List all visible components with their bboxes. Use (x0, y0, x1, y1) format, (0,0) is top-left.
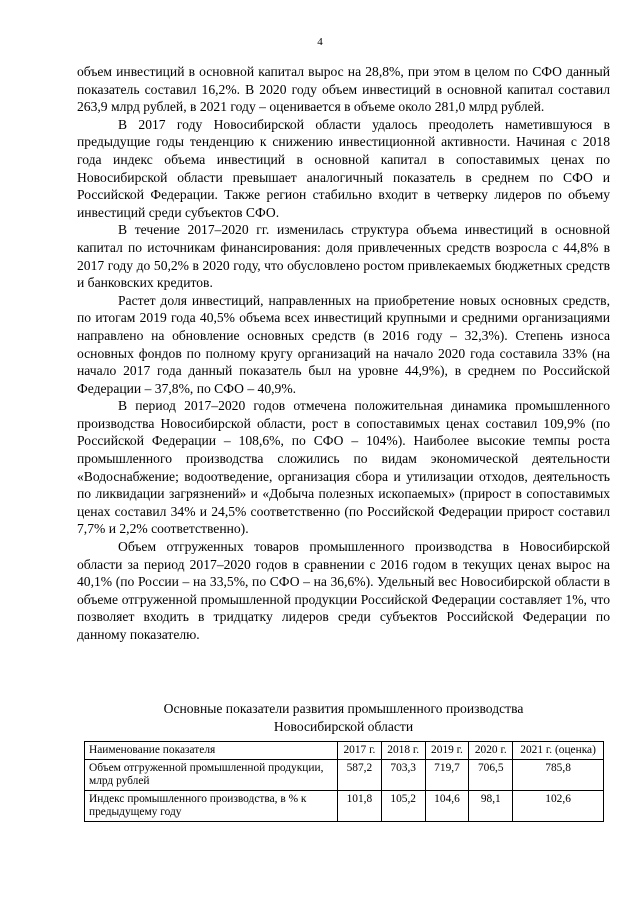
cell-value: 587,2 (338, 760, 382, 791)
table-row (85, 760, 604, 791)
header-2017: 2017 г. (338, 742, 382, 760)
header-2021-estimate: 2021 г. (оценка) (513, 742, 604, 760)
paragraph-investment-activity: В 2017 году Новосибирской области удалось преодолеть наметившуюся в предыдущие годы тенденцию к снижению инвестиционной активности. Начиная с 2018 года индекс объема инвестиций в основной капитал в сопоставимых ценах по Новосибирской области превышает аналогичный показатель в среднем по СФО и Российской Федерации. Также регион стабильно входит в четверку лидеров по объему инвестиций среди субъектов СФО. (77, 116, 610, 220)
cell-value: 706,5 (469, 760, 513, 791)
paragraph-fixed-assets: Растет доля инвестиций, направленных на приобретение новых основных средств, по итогам 2019 года 40,5% объема всех инвестиций крупными и средними организациями направлено на обновление основных средств (в 2016 году – 32,3%). Степень износа основных фондов по полному кругу организаций на начало 2020 года составила 33% (на начало 2017 года данный показатель был на уровне 44,9%), в среднем по Российской Федерации – 37,8%, по СФО – 40,9%. (77, 292, 610, 396)
cell-value: 104,6 (425, 791, 469, 822)
cell-value: 101,8 (338, 791, 382, 822)
page-number: 4 (317, 36, 323, 48)
table-title-line2: Новосибирской области (273, 718, 414, 734)
cell-value: 719,7 (425, 760, 469, 791)
row-label-production-index: Индекс промышленного производства, в % к предыдущему году (85, 791, 338, 822)
cell-value: 105,2 (381, 791, 425, 822)
header-2018: 2018 г. (381, 742, 425, 760)
cell-value: 98,1 (469, 791, 513, 822)
body-text (77, 63, 610, 644)
header-indicator-name: Наименование показателя (85, 742, 338, 760)
paragraph-industrial-dynamics: В период 2017–2020 годов отмечена положительная динамика промышленного производства Новосибирской области, рост в сопоставимых ценах составил 109,9% (по Российской Федерации – 108,6%, по СФО – 104%). Наиболее высокие темпы роста промышленного производства сложились по видам экономической деятельности «Водоснабжение; водоотведение, организация сбора и утилизации отходов, деятельность по ликвидации загрязнений» и «Добыча полезных ископаемых» (прирост в сопоставимых ценах составил 34% и 24,5% соответственно (по Российской Федерации прирост составил 7,7% и 2,2% соответственно). (77, 398, 610, 537)
table-header-row (85, 742, 604, 760)
cell-value: 785,8 (513, 760, 604, 791)
header-2019: 2019 г. (425, 742, 469, 760)
table-row (85, 791, 604, 822)
cell-value: 102,6 (513, 791, 604, 822)
table-title-line1: Основные показатели развития промышленного производства (163, 701, 524, 716)
paragraph-investment-growth: объем инвестиций в основной капитал вырос на 28,8%, при этом в целом по СФО данный показатель составил 16,2%. В 2020 году объем инвестиций в основной капитал составил 263,9 млрд рублей, в 2021 году – оценивается в объеме около 281,0 млрд рублей. (77, 64, 610, 115)
paragraph-shipped-goods: Объем отгруженных товаров промышленного производства в Новосибирской области за период 2017–2020 годов в сравнении с 2016 годом в текущих ценах вырос на 40,1% (по России – на 33,5%, по СФО – на 36,6%). Удельный вес Новосибирской области в объеме отгруженной промышленной продукции Российской Федерации составляет 1%, что позволяет входить в тридцатку лидеров среди субъектов Российской Федерации по данному показателю. (77, 539, 610, 642)
cell-value: 703,3 (381, 760, 425, 791)
paragraph-investment-structure: В течение 2017–2020 гг. изменилась структура объема инвестиций в основной капитал по источникам финансирования: доля привлеченных средств возросла с 44,8% в 2017 году до 50,2% в 2020 году, что обусловлено ростом привлекаемых бюджетных средств и банковских кредитов. (77, 222, 610, 291)
header-2020: 2020 г. (469, 742, 513, 760)
indicators-table (84, 741, 604, 822)
table-title (77, 700, 610, 735)
row-label-shipped-volume: Объем отгруженной промышленной продукции, млрд рублей (85, 760, 338, 791)
